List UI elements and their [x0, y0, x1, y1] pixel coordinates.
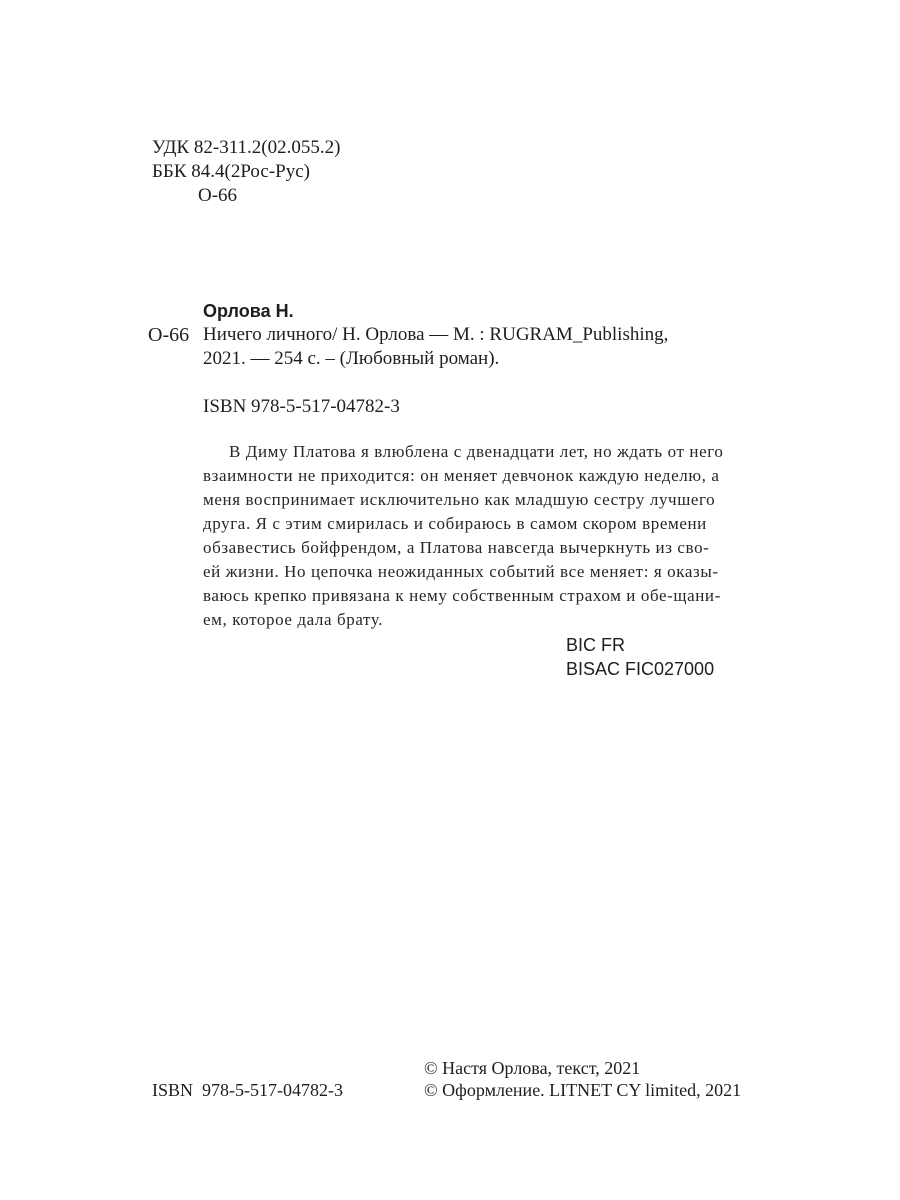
- annotation-line: ем, которое дала брату.: [203, 610, 384, 629]
- author-mark: О-66: [198, 185, 238, 206]
- record-isbn: ISBN 978-5-517-04782-3: [203, 396, 400, 417]
- annotation-line: меня воспринимает исключительно как младшую сестру лучшего: [203, 490, 716, 509]
- udk-code: УДК 82-311.2(02.055.2): [152, 137, 341, 158]
- annotation-line: друга. Я с этим смирилась и собираюсь в самом скором времени: [203, 514, 707, 533]
- annotation-line: ей жизни. Но цепочка неожиданных событий все меняет: я оказы-: [203, 562, 719, 581]
- record-imprint-line: 2021. — 254 с. – (Любовный роман).: [203, 348, 500, 369]
- copyright-text: © Настя Орлова, текст, 2021: [424, 1058, 641, 1078]
- annotation-line: обзавестись бойфрендом, а Платова навсегда вычеркнуть из сво-: [203, 538, 710, 557]
- record-author-mark: О-66: [148, 324, 190, 346]
- bisac-code: BISAC FIC027000: [566, 659, 715, 679]
- record-title-line: Ничего личного/ Н. Орлова — М. : RUGRAM_Publishing,: [203, 324, 669, 345]
- copyright-design: © Оформление. LITNET CY limited, 2021: [424, 1080, 742, 1100]
- record-author: Орлова Н.: [203, 301, 294, 321]
- annotation-line: ваюсь крепко привязана к нему собственным страхом и обе-щани-: [203, 586, 721, 605]
- footer-isbn: ISBN 978-5-517-04782-3: [152, 1080, 343, 1100]
- bbk-code: ББК 84.4(2Рос-Рус): [152, 161, 310, 182]
- annotation-line: взаимности не приходится: он меняет девчонок каждую неделю, а: [203, 466, 720, 485]
- annotation: [203, 440, 733, 632]
- bic-code: BIC FR: [566, 635, 626, 655]
- annotation-line: В Диму Платова я влюблена с двенадцати лет, но ждать от него: [229, 442, 724, 461]
